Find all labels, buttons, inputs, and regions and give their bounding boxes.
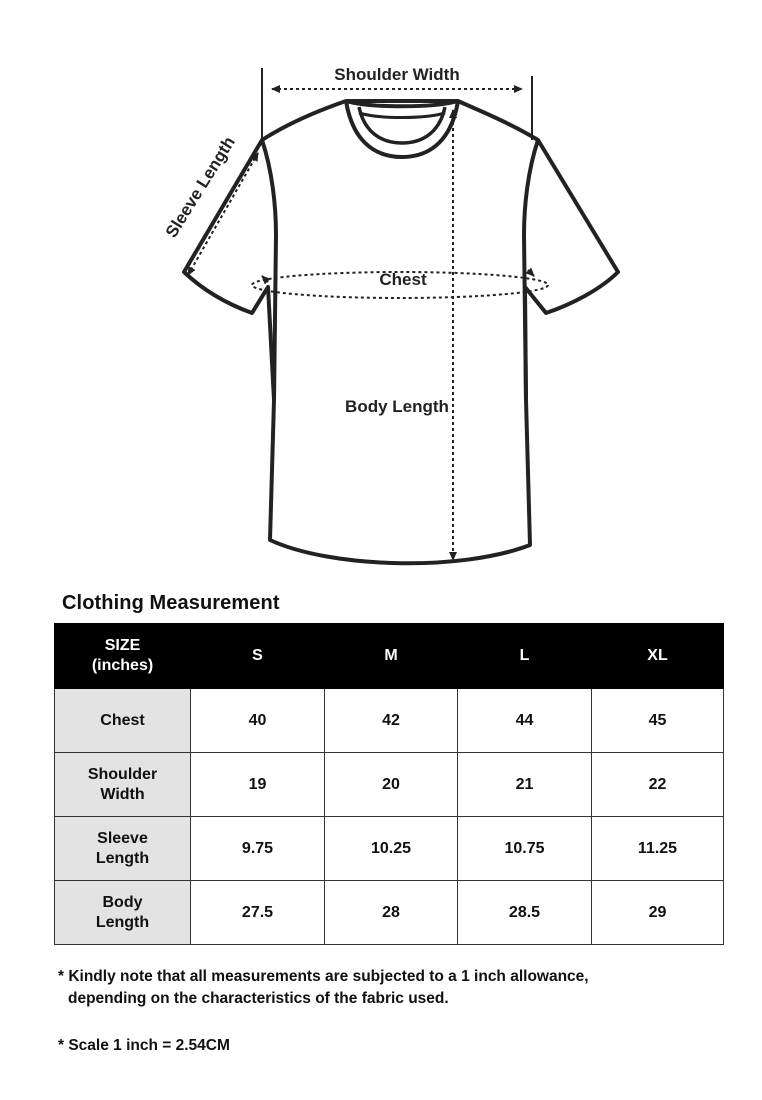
table-cell: 10.25 (325, 817, 458, 881)
collar-inner (359, 107, 445, 143)
size-unit-header (55, 624, 191, 689)
collar-outer (346, 101, 458, 157)
size-header-m: M (325, 624, 458, 689)
scale-note: * Scale 1 inch = 2.54CM (58, 1037, 230, 1054)
shoulder-width-label: Shoulder Width (334, 65, 460, 84)
row-label-line1: Shoulder (87, 765, 158, 783)
table-cell: 28.5 (458, 881, 592, 945)
size-header-line1: SIZE (104, 637, 141, 654)
chest-arrow-left (262, 276, 268, 282)
table-cell: 42 (325, 689, 458, 753)
table-cell: 22 (592, 753, 724, 817)
row-label-shoulder-width (55, 753, 191, 817)
size-header-s: S (191, 624, 325, 689)
chest-arrow-right (528, 270, 534, 276)
table-cell: 19 (191, 753, 325, 817)
table-cell: 40 (191, 689, 325, 753)
row-label-line2: Length (95, 849, 150, 867)
collar-inner-top (359, 113, 445, 118)
size-chart-table (54, 623, 724, 945)
size-header-line2: (inches) (91, 657, 154, 674)
table-cell: 9.75 (191, 817, 325, 881)
right-armhole-seam (524, 140, 538, 400)
row-label-line2: Width (100, 785, 145, 803)
sleeve-length-label: Sleeve Length (161, 133, 239, 241)
table-cell: 20 (325, 753, 458, 817)
table-header-row (55, 624, 724, 689)
allowance-note-line2: depending on the characteristics of the fabric used. (68, 990, 449, 1007)
chest-label: Chest (379, 270, 427, 289)
table-cell: 10.75 (458, 817, 592, 881)
row-label-body-length (55, 881, 191, 945)
row-label-chest (55, 689, 191, 753)
table-row-shoulder-width (55, 753, 724, 817)
table-cell: 21 (458, 753, 592, 817)
table-cell: 11.25 (592, 817, 724, 881)
table-row-body-length (55, 881, 724, 945)
table-cell: 29 (592, 881, 724, 945)
table-cell: 44 (458, 689, 592, 753)
allowance-note-line1: * Kindly note that all measurements are subjected to a 1 inch allowance, (58, 968, 589, 985)
body-length-label: Body Length (345, 397, 449, 416)
table-cell: 27.5 (191, 881, 325, 945)
section-title: Clothing Measurement (62, 592, 280, 614)
table-row-sleeve-length (55, 817, 724, 881)
size-header-l: L (458, 624, 592, 689)
row-label-line1: Body (102, 893, 143, 911)
row-label-sleeve-length (55, 817, 191, 881)
left-armhole-seam (262, 140, 276, 400)
size-header-xl: XL (592, 624, 724, 689)
row-label-line1: Sleeve (97, 829, 148, 847)
table-cell: 45 (592, 689, 724, 753)
table-row-chest (55, 689, 724, 753)
allowance-note (58, 966, 589, 1010)
table-cell: 28 (325, 881, 458, 945)
row-label-line1: Chest (100, 711, 145, 729)
row-label-line2: Length (95, 913, 150, 931)
